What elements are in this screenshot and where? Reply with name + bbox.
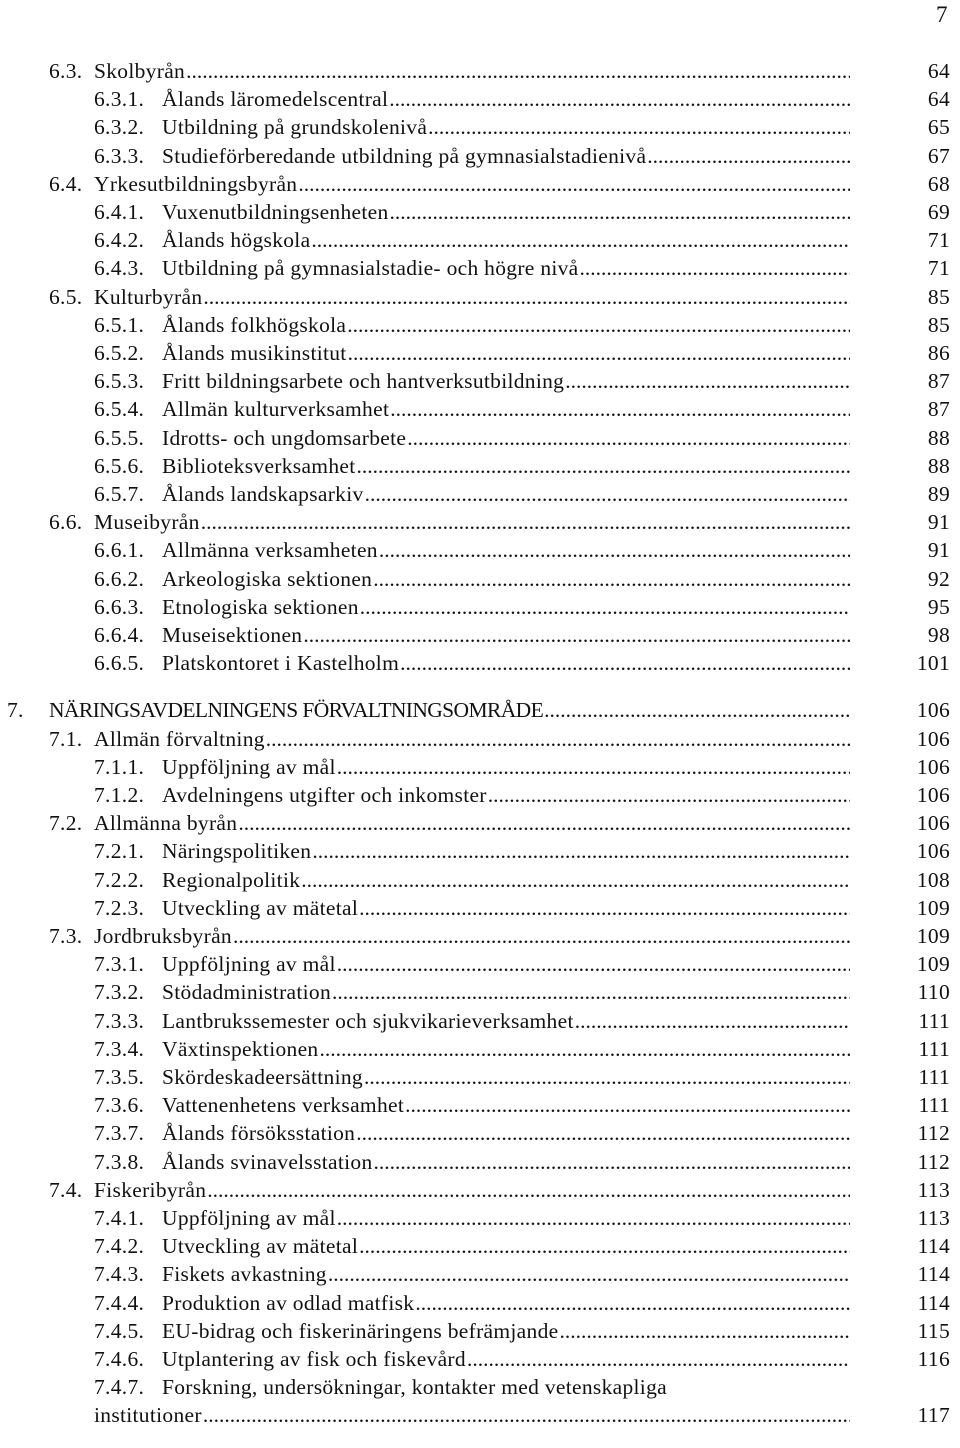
toc-entry	[0, 649, 960, 677]
toc-entry-number: 7.	[7, 698, 24, 723]
dot-leader	[298, 170, 850, 198]
toc-entry	[0, 1119, 960, 1147]
toc-entry	[0, 226, 960, 254]
toc-entry	[0, 1317, 960, 1345]
toc-entry-number: 7.3.5.	[94, 1065, 145, 1089]
dot-leader	[400, 649, 850, 677]
dot-leader	[337, 753, 850, 781]
toc-entry	[0, 1232, 960, 1260]
toc-entry-title: Allmänna byrån	[94, 811, 238, 836]
toc-entry-page: 85	[927, 312, 950, 337]
dot-leader	[390, 395, 850, 423]
toc-entry-title: institutioner	[94, 1403, 202, 1428]
toc-entry	[0, 1035, 960, 1063]
toc-entry	[0, 254, 960, 282]
toc-entry-number: 7.3.6.	[94, 1093, 145, 1118]
toc-entry	[0, 866, 960, 894]
dot-leader	[373, 565, 850, 593]
toc-entry	[0, 1260, 960, 1288]
toc-entry-page: 114	[917, 1262, 950, 1287]
dot-leader	[359, 894, 850, 922]
toc-entry-title: Allmänna verksamheten	[162, 538, 378, 563]
dot-leader	[360, 593, 850, 621]
toc-entry	[0, 894, 960, 922]
toc-entry-number: 7.3.2.	[94, 980, 145, 1005]
dot-leader	[347, 311, 850, 339]
toc-entry-page: 114	[917, 1290, 950, 1315]
toc-entry-number: 6.6.4.	[94, 623, 145, 647]
toc-entry	[0, 57, 960, 85]
toc-entry-page: 114	[917, 1234, 950, 1259]
dot-leader	[647, 142, 850, 170]
toc-entry-number: 7.3.1.	[94, 952, 145, 977]
toc-entry	[0, 142, 960, 170]
toc-entry	[0, 1176, 960, 1204]
toc-entry-page: 106	[916, 783, 950, 807]
dot-leader	[415, 1289, 850, 1317]
dot-leader	[359, 1232, 850, 1260]
toc-entry-number: 6.3.2.	[94, 115, 145, 140]
toc-entry	[0, 593, 960, 621]
toc-entry	[0, 1148, 960, 1176]
toc-entry-number: 7.3.	[49, 924, 83, 948]
toc-entry-title: Ålands läromedelscentral	[162, 87, 389, 112]
toc-entry-title: Uppföljning av mål	[162, 754, 336, 779]
toc-entry-page: 87	[927, 369, 950, 394]
toc-entry-number: 7.4.1.	[94, 1206, 145, 1230]
toc-entry	[0, 837, 960, 865]
toc-entry-number: 6.3.1.	[94, 87, 145, 112]
toc-entry-page: 91	[927, 538, 950, 563]
toc-entry-title: Ålands landskapsarkiv	[162, 482, 364, 506]
toc-entry-number: 7.4.7.	[94, 1375, 145, 1400]
toc-entry	[0, 339, 960, 367]
toc-entry-title: Ålands svinavelsstation	[162, 1149, 373, 1174]
dot-leader	[357, 452, 851, 480]
toc-entry-page: 91	[927, 510, 950, 535]
toc-entry-title: Vattenenhetens verksamhet	[162, 1093, 405, 1118]
toc-entry	[0, 753, 960, 781]
toc-entry	[0, 922, 960, 950]
toc-entry-title: EU-bidrag och fiskerinäringens befrämjande	[162, 1318, 559, 1343]
toc-entry-page: 111	[918, 1008, 950, 1033]
toc-entry-number: 6.5.2.	[94, 341, 145, 365]
toc-entry-number: 7.4.4.	[94, 1290, 145, 1315]
toc-entry-page: 115	[917, 1318, 950, 1343]
toc-entry-title: Utveckling av mätetal	[162, 895, 359, 920]
toc-entry-title: Platskontoret i Kastelholm	[162, 651, 400, 676]
toc-entry-title: Vuxenutbildningsenheten	[162, 200, 389, 224]
dot-leader	[233, 922, 850, 950]
toc-entry-number: 7.4.	[49, 1177, 83, 1202]
toc-entry	[0, 452, 960, 480]
toc-entry-title: Museisektionen	[162, 623, 303, 647]
toc-entry-page: 106	[916, 726, 950, 751]
toc-entry-page: 101	[916, 651, 950, 676]
toc-entry-page: 111	[918, 1065, 950, 1089]
toc-entry-page: 112	[917, 1149, 950, 1174]
toc-entry-number: 7.1.1.	[94, 754, 145, 779]
toc-entry-title: Idrotts- och ungdomsarbete	[162, 425, 407, 450]
toc-entry-page: 64	[927, 87, 950, 112]
toc-entry-page: 88	[927, 453, 950, 478]
toc-entry-title: Yrkesutbildningsbyrån	[94, 171, 298, 196]
toc-entry-title: Växtinspektionen	[162, 1036, 319, 1061]
toc-entry-page: 71	[927, 256, 950, 281]
toc-entry-title: Kulturbyrån	[94, 284, 203, 309]
toc-entry-number: 6.6.2.	[94, 566, 145, 591]
toc-entry-number: 7.4.5.	[94, 1318, 145, 1343]
dot-leader	[374, 1148, 850, 1176]
dot-leader	[311, 226, 850, 254]
toc-entry-title: Museibyrån	[94, 510, 200, 535]
dot-leader	[312, 837, 850, 865]
dot-leader	[488, 781, 850, 809]
toc-entry-title: Utveckling av mätetal	[162, 1234, 359, 1259]
toc-entry-number: 6.5.7.	[94, 482, 145, 506]
dot-leader	[356, 1119, 850, 1147]
toc-entry-title: Ålands folkhögskola	[162, 312, 347, 337]
dot-leader	[186, 57, 850, 85]
dot-leader	[379, 536, 850, 564]
toc-entry-title: Skördeskadeersättning	[162, 1065, 363, 1089]
toc-entry	[0, 950, 960, 978]
dot-leader	[266, 725, 850, 753]
dot-leader	[467, 1345, 850, 1373]
toc-entry-title: Ålands försöksstation	[162, 1121, 356, 1146]
dot-leader	[332, 978, 850, 1006]
toc-entry-title: Ålands högskola	[162, 228, 311, 253]
toc-entry-title: Ålands musikinstitut	[162, 341, 347, 365]
toc-entry-page: 113	[917, 1177, 950, 1202]
toc-entry-page: 110	[917, 980, 950, 1005]
toc-entry-number: 7.4.6.	[94, 1347, 145, 1371]
toc-entry-title: Uppföljning av mål	[162, 952, 336, 977]
toc-entry	[0, 1204, 960, 1232]
toc-entry-title: NÄRINGSAVDELNINGENS FÖRVALTNINGSOMRÅDE	[49, 698, 544, 723]
toc-entry-number: 6.4.2.	[94, 228, 145, 253]
toc-entry-title: Allmän kulturverksamhet	[162, 397, 390, 422]
toc-entry-title: Skolbyrån	[94, 59, 186, 83]
toc-entry-number: 7.2.3.	[94, 895, 145, 920]
toc-entry	[0, 696, 960, 724]
toc-entry-number: 6.3.	[49, 59, 83, 83]
toc-entry-title: Uppföljning av mål	[162, 1206, 336, 1230]
toc-entry	[0, 395, 960, 423]
toc-entry	[0, 565, 960, 593]
dot-leader	[389, 85, 850, 113]
dot-leader	[407, 424, 850, 452]
dot-leader	[319, 1035, 850, 1063]
toc-entry-title: Arkeologiska sektionen	[162, 566, 373, 591]
toc-entry-page: 106	[916, 754, 950, 779]
toc-entry	[0, 1289, 960, 1317]
dot-leader	[390, 198, 850, 226]
toc-entry-title: Utbildning på gymnasialstadie- och högre nivå	[162, 256, 579, 281]
dot-leader	[337, 950, 850, 978]
toc-entry-page: 109	[916, 952, 950, 977]
toc-entry-page: 69	[927, 200, 950, 224]
toc-entry-number: 6.5.3.	[94, 369, 145, 394]
toc-entry-number: 7.4.3.	[94, 1262, 145, 1287]
dot-leader	[301, 866, 850, 894]
page-number: 7	[936, 2, 948, 27]
toc-entry-page: 113	[917, 1206, 950, 1230]
toc-entry-page: 86	[927, 341, 950, 365]
toc-entry-page: 85	[927, 284, 950, 309]
toc-entry-page: 87	[927, 397, 950, 422]
toc-entry-number: 7.3.4.	[94, 1036, 145, 1061]
toc-entry-number: 7.3.7.	[94, 1121, 145, 1146]
toc-entry-number: 6.6.5.	[94, 651, 145, 676]
toc-entry-title: Forskning, undersökningar, kontakter med vetenskapliga	[162, 1375, 667, 1400]
toc-entry-title: Jordbruksbyrån	[94, 924, 232, 948]
toc-entry-page: 109	[916, 924, 950, 948]
toc-entry-title: Regionalpolitik	[162, 867, 301, 892]
toc-entry	[0, 1063, 960, 1091]
dot-leader	[365, 480, 850, 508]
toc-entry	[0, 809, 960, 837]
dot-leader	[303, 621, 850, 649]
dot-leader	[364, 1063, 850, 1091]
toc-entry-page: 89	[927, 482, 950, 506]
toc-entry-number: 6.6.3.	[94, 594, 145, 619]
toc-entry-number: 6.3.3.	[94, 143, 145, 168]
dot-leader	[580, 254, 850, 282]
toc-entry-title: Utplantering av fisk och fiskevård	[162, 1347, 466, 1371]
toc-entry-page: 88	[927, 425, 950, 450]
toc-entry	[0, 311, 960, 339]
toc-entry	[0, 424, 960, 452]
toc-entry	[0, 621, 960, 649]
toc-entry	[0, 978, 960, 1006]
toc-entry	[0, 1401, 960, 1429]
dot-leader	[428, 113, 850, 141]
toc-entry	[0, 781, 960, 809]
toc-entry-number: 6.5.5.	[94, 425, 145, 450]
toc-entry	[0, 85, 960, 113]
toc-entry-page: 67	[927, 143, 950, 168]
toc-entry	[0, 367, 960, 395]
dot-leader	[544, 696, 850, 724]
dot-leader	[203, 283, 850, 311]
toc-entry-page: 117	[917, 1403, 950, 1428]
toc-entry	[0, 725, 960, 753]
toc-entry-number: 7.1.	[49, 726, 83, 751]
toc-entry	[0, 113, 960, 141]
toc-entry-page: 112	[917, 1121, 950, 1146]
toc-entry-page: 106	[916, 811, 950, 836]
toc-entry-page: 64	[927, 59, 950, 83]
toc-entry-number: 7.2.1.	[94, 839, 145, 864]
dot-leader	[405, 1091, 850, 1119]
toc-entry-title: Fiskeribyrån	[94, 1177, 207, 1202]
toc-entry-number: 7.2.	[49, 811, 83, 836]
toc-entry-title: Utbildning på grundskolenivå	[162, 115, 428, 140]
toc-entry-number: 6.5.	[49, 284, 83, 309]
toc-entry-page: 111	[918, 1036, 950, 1061]
toc-entry	[0, 536, 960, 564]
toc-entry	[0, 198, 960, 226]
toc-entry-number: 6.5.6.	[94, 453, 145, 478]
toc-entry	[0, 1373, 960, 1401]
dot-leader	[559, 1317, 850, 1345]
toc-entry-page: 116	[917, 1347, 950, 1371]
toc-entry-number: 6.5.4.	[94, 397, 145, 422]
toc-entry-title: Avdelningens utgifter och inkomster	[162, 783, 487, 807]
dot-leader	[201, 508, 850, 536]
dot-leader	[238, 809, 850, 837]
dot-leader	[328, 1260, 850, 1288]
toc-entry-number: 6.6.1.	[94, 538, 145, 563]
toc-entry-title: Näringspolitiken	[162, 839, 312, 864]
toc-entry-page: 98	[927, 623, 950, 647]
toc-entry-page: 106	[916, 839, 950, 864]
toc-entry-title: Biblioteksverksamhet	[162, 453, 356, 478]
toc-entry-title: Fiskets avkastning	[162, 1262, 327, 1287]
toc-entry	[0, 283, 960, 311]
dot-leader	[575, 1007, 850, 1035]
toc-entry-number: 6.6.	[49, 510, 83, 535]
toc-entry-page: 95	[927, 594, 950, 619]
toc-entry-number: 6.5.1.	[94, 312, 145, 337]
toc-entry	[0, 508, 960, 536]
toc-entry-number: 7.4.2.	[94, 1234, 145, 1259]
toc-entry-number: 6.4.1.	[94, 200, 145, 224]
toc-entry-number: 7.3.3.	[94, 1008, 145, 1033]
toc-entry	[0, 480, 960, 508]
toc-entry-page: 71	[927, 228, 950, 253]
dot-leader	[203, 1401, 850, 1429]
toc-entry-title: Fritt bildningsarbete och hantverksutbildning	[162, 369, 565, 394]
toc-entry-title: Lantbrukssemester och sjukvikarieverksamhet	[162, 1008, 574, 1033]
toc-entry-title: Stödadministration	[162, 980, 332, 1005]
toc-entry-page: 106	[916, 698, 950, 723]
toc-entry	[0, 170, 960, 198]
toc-entry-number: 7.2.2.	[94, 867, 145, 892]
toc-entry-page: 111	[918, 1093, 950, 1118]
toc-entry-page: 92	[927, 566, 950, 591]
toc-entry-number: 6.4.	[49, 171, 83, 196]
toc-entry-page: 65	[927, 115, 950, 140]
toc-entry	[0, 1007, 960, 1035]
dot-leader	[348, 339, 850, 367]
toc-entry-number: 6.4.3.	[94, 256, 145, 281]
toc-entry-title: Studieförberedande utbildning på gymnasialstadienivå	[162, 143, 647, 168]
toc-entry-number: 7.1.2.	[94, 783, 145, 807]
dot-leader	[207, 1176, 850, 1204]
toc-entry	[0, 1345, 960, 1373]
toc-entry-title: Produktion av odlad matfisk	[162, 1290, 415, 1315]
toc-entry-title: Etnologiska sektionen	[162, 594, 359, 619]
toc-entry-page: 108	[916, 867, 950, 892]
toc-entry-number: 7.3.8.	[94, 1149, 145, 1174]
toc-entry-title: Allmän förvaltning	[94, 726, 265, 751]
toc-entry	[0, 1091, 960, 1119]
toc-entry-page: 68	[927, 171, 950, 196]
toc-entry-page: 109	[916, 895, 950, 920]
dot-leader	[565, 367, 850, 395]
dot-leader	[337, 1204, 850, 1232]
